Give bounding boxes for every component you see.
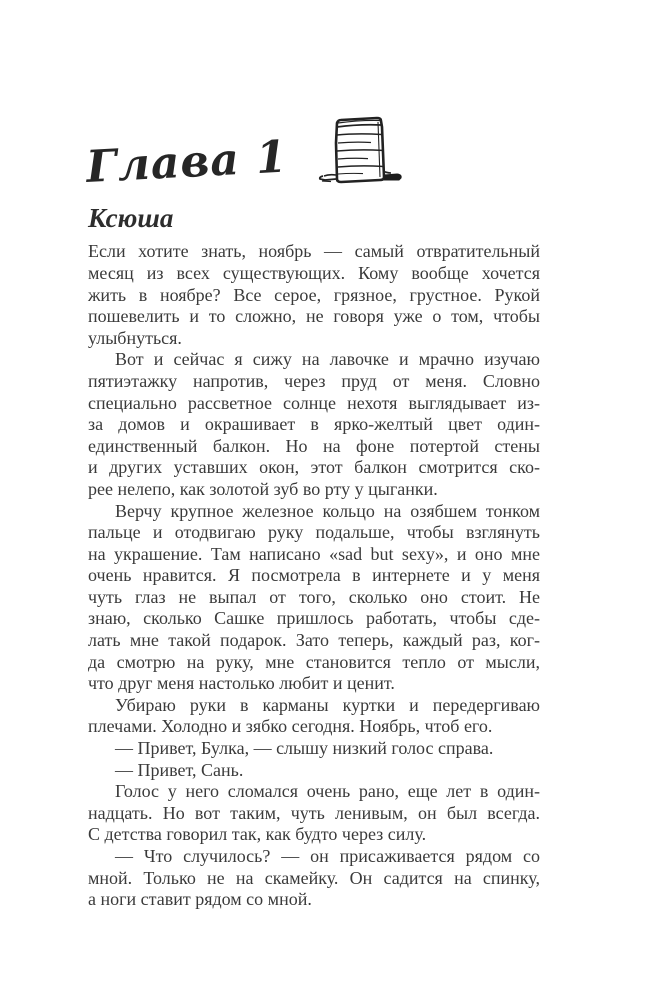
chapter-header (85, 116, 647, 198)
paragraph (88, 349, 540, 500)
paragraph (88, 738, 540, 760)
paragraph (88, 501, 540, 695)
text-line: пошевелить и то сложно, не говоря уже о том, чтобы (88, 306, 540, 327)
text-line: на украшение. Там написано «sad but sexy», и оно мне (88, 543, 540, 564)
text-line: что друг меня настолько любит и ценит. (88, 673, 395, 694)
text-line: месяц из всех существующих. Кому вообще хочется (88, 262, 540, 283)
text-line: пятиэтажку напротив, через пруд от меня. Словно (88, 370, 540, 391)
text-line: С детства говорил так, как будто через силу. (88, 824, 427, 845)
chapter-title: Глава 1 (85, 131, 289, 194)
text-body (0, 241, 647, 910)
paragraph (88, 846, 540, 911)
paragraph (88, 695, 540, 738)
text-line: специально рассветное солнце нехотя выглядывает из- (88, 392, 540, 413)
character-heading: Ксюша (88, 203, 174, 233)
text-line: — Привет, Булка, — слышу низкий голос справа. (115, 738, 494, 759)
text-line: знаю, сколько Сашке пришлось работать, чтобы сде- (88, 608, 540, 629)
text-line: и других уставших окон, этот балкон смотрится ско- (88, 457, 540, 478)
text-line: улыбнуться. (88, 327, 182, 348)
text-line: чуть глаз не выпал от того, сколько оно стоит. Не (88, 586, 540, 607)
paragraph (88, 781, 540, 846)
text-line: надцать. Но вот таким, чуть ленивым, он был всегда. (88, 802, 540, 823)
text-line: — Привет, Сань. (115, 759, 244, 780)
text-line: единственный балкон. Но на фоне потертой стены (88, 435, 540, 456)
text-line: плечами. Холодно и зябко сегодня. Ноябрь, чтоб его. (88, 716, 493, 737)
text-line: а ноги ставит рядом со мной. (88, 889, 312, 910)
text-line: Если хотите знать, ноябрь — самый отвратительный (88, 241, 540, 262)
text-line: Голос у него сломался очень рано, еще лет в один- (115, 781, 540, 802)
text-line: жить в ноябре? Все серое, грязное, грустное. Рукой (88, 284, 540, 305)
paragraph (88, 241, 540, 349)
text-line: — Что случилось? — он присаживается рядом со (115, 846, 540, 867)
text-line: за домов и окрашивает в ярко-желтый цвет один- (88, 414, 540, 435)
text-line: Верчу крупное железное кольцо на озябшем тонком (115, 500, 540, 521)
text-line: Убираю руки в карманы куртки и передергиваю (115, 694, 540, 715)
text-line: лать мне такой подарок. Зато теперь, каждый раз, ког- (88, 630, 540, 651)
paragraph (88, 760, 540, 782)
text-line: рее нелепо, как золотой зуб во рту у цыганки. (88, 478, 438, 499)
text-line: Вот и сейчас я сижу на лавочке и мрачно изучаю (115, 349, 540, 370)
text-line: пальце и отодвигаю руку подальше, чтобы взглянуть (88, 522, 540, 543)
text-line: да смотрю на руку, мне становится тепло от мысли, (88, 651, 540, 672)
text-line: мной. Только не на скамейку. Он садится на спинку, (88, 867, 540, 888)
text-line: очень нравится. Я посмотрела в интернете и у меня (88, 565, 540, 586)
stack-sketch-icon (311, 113, 407, 198)
